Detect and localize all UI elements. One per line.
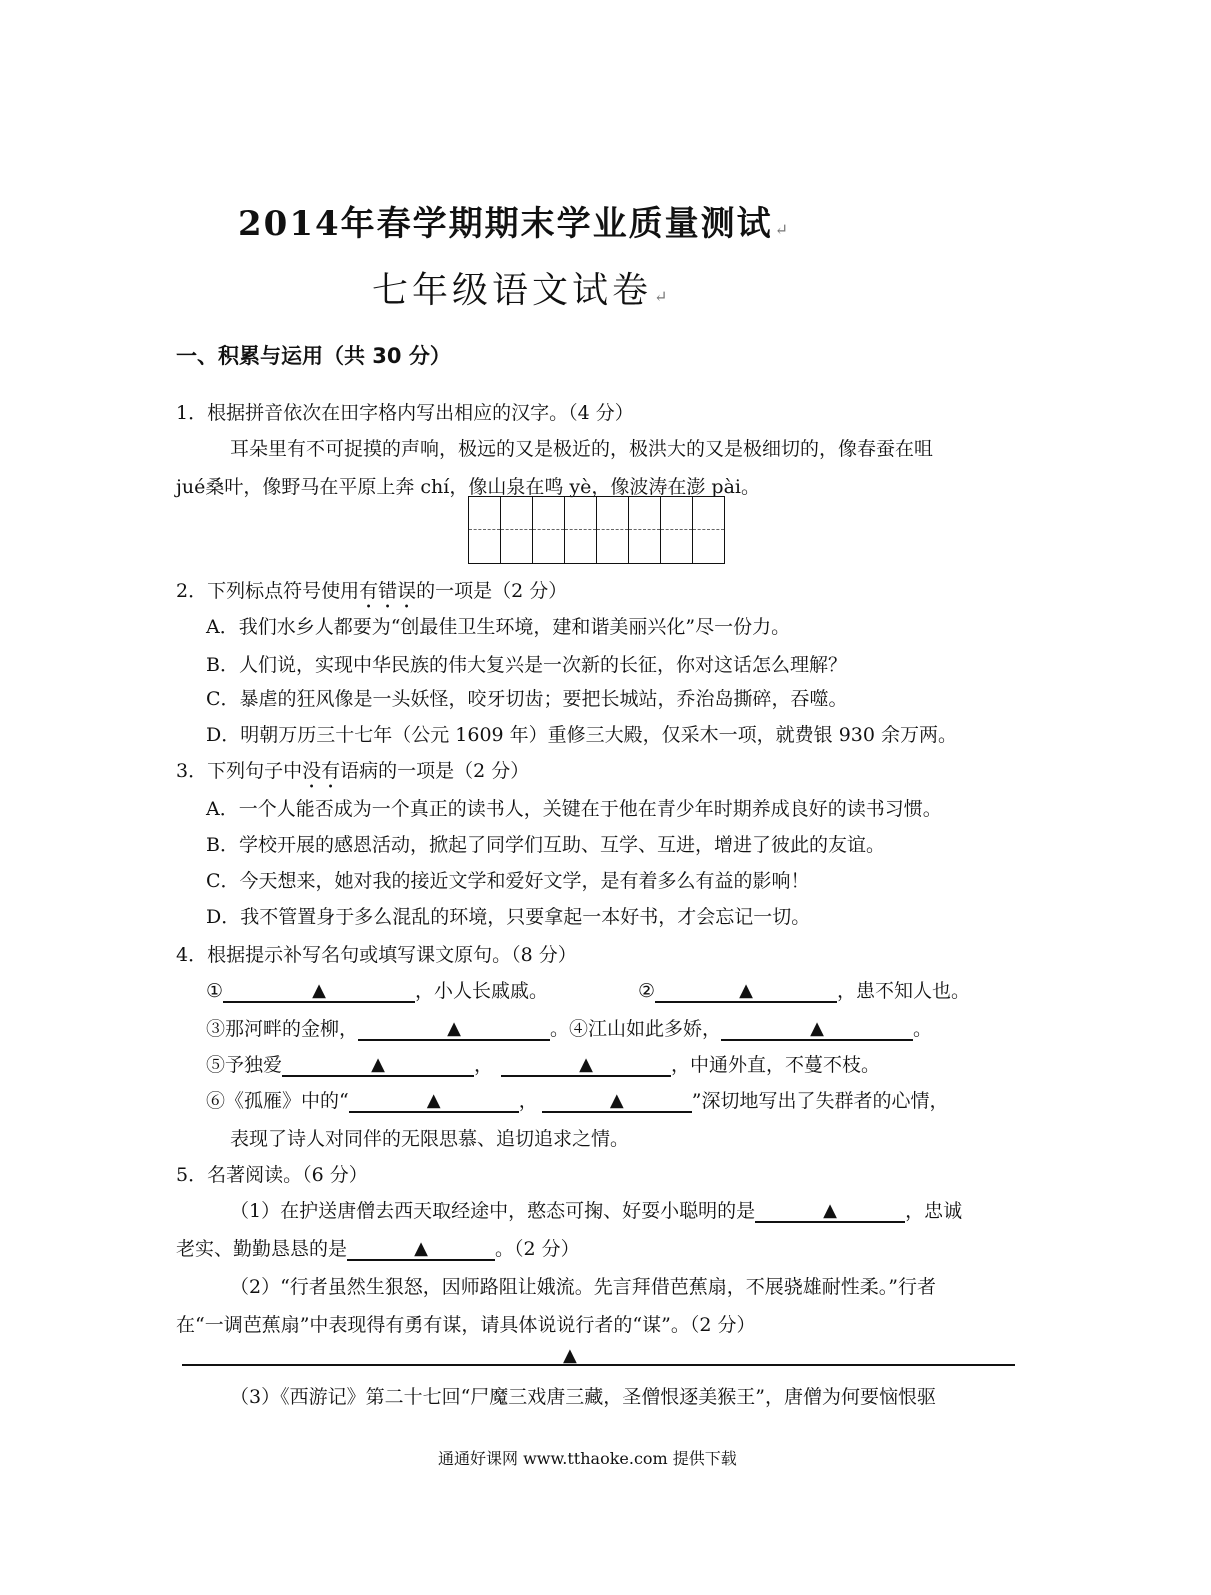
tianzige-grid[interactable]	[468, 496, 725, 564]
exam-title: 2014年春学期期末学业质量测试 ↵	[238, 204, 791, 244]
q1-passage-line1: 耳朵里有不可捉摸的声响，极远的又是极近的，极洪大的又是极细切的，像春蚕在咀	[230, 438, 934, 460]
return-mark: ↵	[774, 220, 791, 239]
answer-blank[interactable]	[501, 1053, 671, 1077]
q4-item5: ⑤予独爱 ▲ ， ▲ ，中通外直，不蔓不枝。	[206, 1054, 881, 1076]
grid-cell[interactable]	[660, 496, 693, 564]
emphasis-dots: 没有	[302, 760, 341, 782]
q3-option-c: C．今天想来，她对我的接近文学和爱好文学，是有着多么有益的影响！	[206, 870, 810, 892]
answer-blank[interactable]	[542, 1089, 692, 1113]
grid-cell[interactable]	[468, 496, 501, 564]
footer-credit: 通通好课网 www.tthaoke.com 提供下载	[438, 1449, 737, 1468]
q1-stem: 1．根据拼音依次在田字格内写出相应的汉字。（4 分）	[176, 402, 634, 424]
q3-option-b: B．学校开展的感恩活动，掀起了同学们互助、互学、互进，增进了彼此的友谊。	[206, 834, 885, 856]
answer-blank[interactable]	[755, 1199, 905, 1223]
q5-part1-line1: （1）在护送唐僧去西天取经途中，憨态可掬、好耍小聪明的是 ▲ ，忠诚	[230, 1200, 963, 1222]
q4-stem: 4．根据提示补写名句或填写课文原句。（8 分）	[176, 944, 577, 966]
answer-blank[interactable]	[347, 1237, 495, 1261]
exam-subtitle: 七年级语文试卷 ↵	[372, 270, 672, 311]
q1-passage-line2: jué桑叶，像野马在平原上奔 chí，像山泉在鸣 yè，像波涛在澎 pài。	[176, 476, 760, 498]
answer-blank[interactable]	[721, 1017, 913, 1041]
answer-blank[interactable]	[223, 979, 415, 1003]
triangle-icon: ▲	[426, 1090, 441, 1111]
q4-item6-line2: 表现了诗人对同伴的无限思慕、追切追求之情。	[230, 1128, 630, 1150]
triangle-icon: ▲	[823, 1200, 838, 1221]
triangle-icon: ▲	[579, 1054, 593, 1075]
triangle-icon: ▲	[810, 1018, 824, 1039]
grid-cell[interactable]	[532, 496, 565, 564]
q5-part2-line1: （2）“行者虽然生狠怒，因师路阻让娥流。先言拜借芭蕉扇，不展骁雄耐性柔。”行者	[230, 1276, 937, 1298]
q2-option-c: C．暴虐的狂风像是一头妖怪，咬牙切齿；要把长城站，乔治岛撕碎，吞噬。	[206, 688, 848, 710]
triangle-icon: ▲	[739, 980, 753, 1001]
answer-blank[interactable]	[349, 1089, 519, 1113]
triangle-icon: ▲	[312, 980, 326, 1001]
triangle-icon: ▲	[447, 1018, 461, 1039]
grid-cell[interactable]	[500, 496, 533, 564]
q3-stem: 3．下列句子中没有语病的一项是（2 分）	[176, 760, 530, 782]
q3-option-d: D．我不管置身于多么混乱的环境，只要拿起一本好书，才会忘记一切。	[206, 906, 811, 928]
grid-cell[interactable]	[628, 496, 661, 564]
return-mark: ↵	[654, 287, 672, 306]
triangle-icon: ▲	[414, 1238, 428, 1259]
triangle-icon: ▲	[609, 1090, 624, 1111]
q4-item6: ⑥《孤雁》中的“ ▲ ， ▲ ”深切地写出了失群者的心情，	[206, 1090, 949, 1112]
emphasis-dots: 有错误	[359, 580, 417, 602]
grid-cell[interactable]	[564, 496, 597, 564]
q5-part3-line1: （3）《西游记》第二十七回“尸魔三戏唐三藏，圣僧恨逐美猴王”，唐僧为何要恼恨驱	[230, 1386, 937, 1408]
q5-part2-line2: 在“一调芭蕉扇”中表现得有勇有谋，请具体说说行者的“谋”。（2 分）	[176, 1314, 756, 1336]
q2-stem: 2．下列标点符号使用有错误的一项是（2 分）	[176, 580, 568, 602]
q3-option-a: A．一个人能否成为一个真正的读书人，关键在于他在青少年时期养成良好的读书习惯。	[206, 798, 942, 820]
q5-part1-line2: 老实、勤勤恳恳的是 ▲ 。（2 分）	[176, 1238, 580, 1260]
q4-item2: ② ▲ ，患不知人也。	[638, 980, 971, 1002]
answer-blank[interactable]	[282, 1053, 474, 1077]
q4-item1: ① ▲ ，小人长戚戚。	[206, 980, 549, 1002]
q4-item3-4: ③那河畔的金柳， ▲ 。④江山如此多娇， ▲ 。	[206, 1018, 933, 1040]
q2-option-b: B．人们说，实现中华民族的伟大复兴是一次新的长征，你对这话怎么理解？	[206, 654, 847, 676]
triangle-icon: ▲	[371, 1054, 385, 1075]
q2-option-a: A．我们水乡人都要为“创最佳卫生环境，建和谐美丽兴化”尽一份力。	[206, 616, 791, 638]
answer-blank[interactable]	[655, 979, 837, 1003]
answer-blank[interactable]	[358, 1017, 550, 1041]
q5-stem: 5．名著阅读。（6 分）	[176, 1164, 368, 1186]
triangle-icon: ▲	[563, 1345, 577, 1366]
grid-cell[interactable]	[692, 496, 725, 564]
q2-option-d: D．明朝万历三十七年（公元 1609 年）重修三大殿，仅采木一项，就费银 930 余万两。	[206, 724, 958, 746]
section-heading: 一、积累与运用（共 30 分）	[176, 344, 451, 368]
answer-line[interactable]	[182, 1364, 1015, 1366]
grid-cell[interactable]	[596, 496, 629, 564]
